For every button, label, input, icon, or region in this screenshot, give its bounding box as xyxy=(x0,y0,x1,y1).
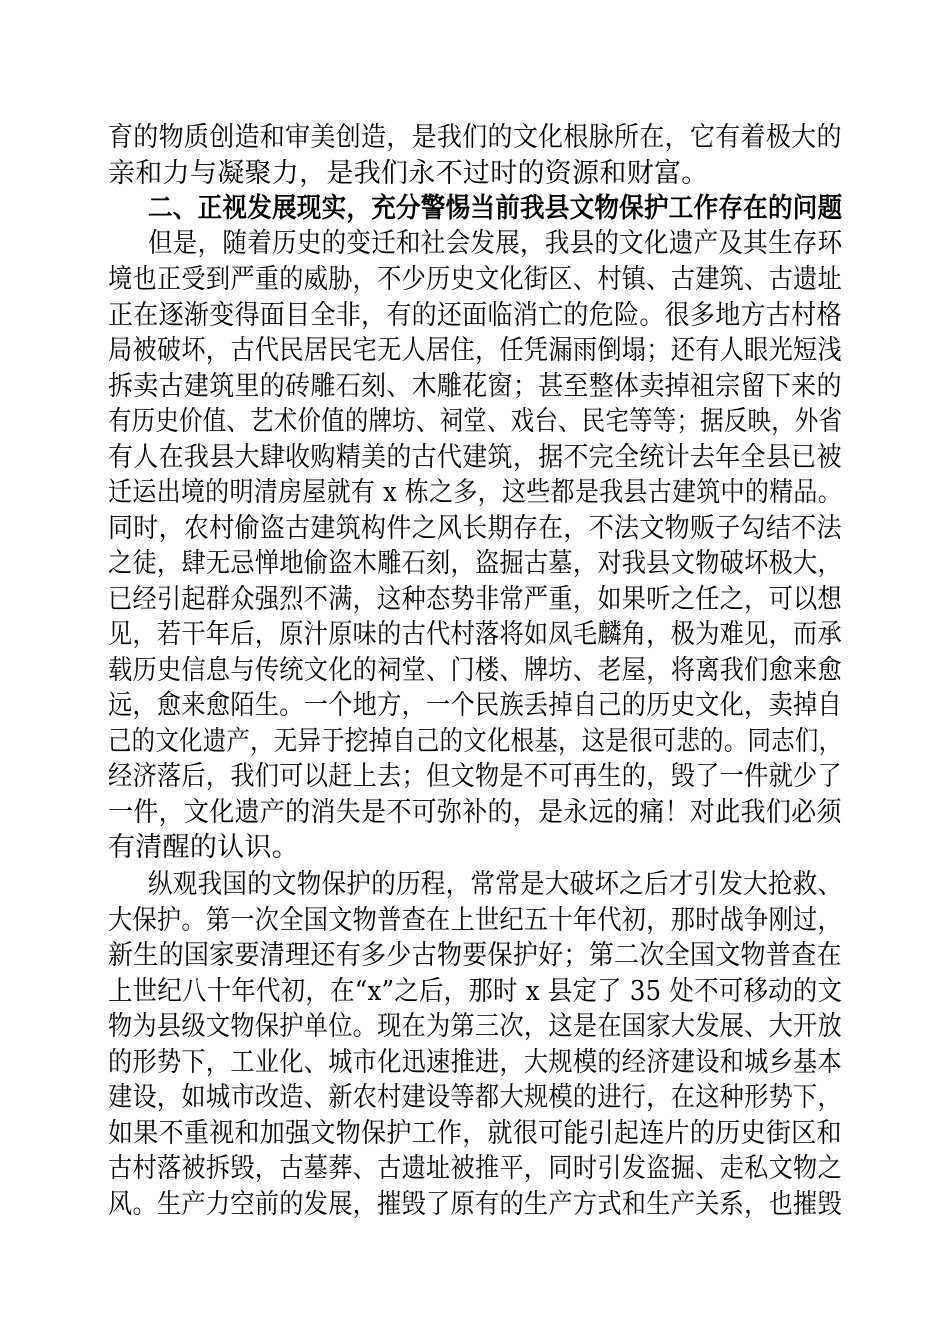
text-line: 风。生产力空前的发展，摧毁了原有的生产方式和生产关系，也摧毁 xyxy=(108,1189,842,1220)
text-line: 育的物质创造和审美创造，是我们的文化根脉所在，它有着极大的 xyxy=(108,122,842,153)
text-line: 建设，如城市改造、新农村建设等都大规模的进行，在这种形势下， xyxy=(108,1082,842,1113)
paragraph-first-line: 纵观我国的文物保护的历程，常常是大破坏之后才引发大抢救、 xyxy=(148,869,843,900)
text-line: 经济落后，我们可以赶上去；但文物是不可再生的，毁了一件就少了 xyxy=(108,761,842,792)
text-line: 的形势下，工业化、城市化迅速推进，大规模的经济建设和城乡基本 xyxy=(108,1047,842,1078)
text-line: 有历史价值、艺术价值的牌坊、祠堂、戏台、民宅等等；据反映，外省 xyxy=(108,406,843,437)
text-line: 一件，文化遗产的消失是不可弥补的，是永远的痛！对此我们必须 xyxy=(108,797,842,828)
text-line: 迁运出境的明清房屋就有 x 栋之多，这些都是我县古建筑中的精品。 xyxy=(108,477,843,508)
text-line: 大保护。第一次全国文物普查在上世纪五十年代初，那时战争刚过， xyxy=(108,905,842,936)
text-line: 局被破坏，古代民居民宅无人居住，任凭漏雨倒塌；还有人眼光短浅 xyxy=(108,335,842,366)
text-line: 同时，农村偷盗古建筑构件之风长期存在，不法文物贩子勾结不法 xyxy=(108,513,842,544)
text-line: 见，若干年后，原汁原味的古代村落将如凤毛麟角，极为难见，而承 xyxy=(108,619,842,650)
text-line: 上世纪八十年代初，在“x”之后，那时 x 县定了 35 处不可移动的文 xyxy=(108,976,843,1007)
text-line: 载历史信息与传统文化的祠堂、门楼、牌坊、老屋，将离我们愈来愈 xyxy=(108,655,842,686)
text-line: 古村落被拆毁，古墓葬、古遗址被推平，同时引发盗掘、走私文物之 xyxy=(108,1153,842,1184)
text-line: 正在逐渐变得面目全非，有的还面临消亡的危险。很多地方古村格 xyxy=(108,300,842,331)
text-line: 远，愈来愈陌生。一个地方，一个民族丢掉自己的历史文化，卖掉自 xyxy=(108,690,842,721)
text-line: 拆卖古建筑里的砖雕石刻、木雕花窗；甚至整体卖掉祖宗留下来的 xyxy=(108,371,842,402)
text-line: 已经引起群众强烈不满，这种态势非常严重，如果听之任之，可以想 xyxy=(108,584,842,615)
text-line: 己的文化遗产，无异于挖掉自己的文化根基，这是很可悲的。同志们， xyxy=(108,726,843,757)
text-line: 物为县级文物保护单位。现在为第三次，这是在国家大发展、大开放 xyxy=(108,1011,842,1042)
text-line: 新生的国家要清理还有多少古物要保护好；第二次全国文物普查在 xyxy=(108,940,842,971)
text-line: 境也正受到严重的威胁，不少历史文化街区、村镇、古建筑、古遗址 xyxy=(108,264,842,295)
text-line: 有清醒的认识。 xyxy=(108,832,300,863)
text-line: 之徒，肆无忌惮地偷盗木雕石刻，盗掘古墓，对我县文物破坏极大， xyxy=(108,548,842,579)
text-line: 如果不重视和加强文物保护工作，就很可能引起连片的历史街区和 xyxy=(108,1118,842,1149)
text-line: 有人在我县大肆收购精美的古代建筑，据不完全统计去年全县已被 xyxy=(108,442,842,473)
section-heading: 二、正视发展现实，充分警惕当前我县文物保护工作存在的问题 xyxy=(148,193,843,224)
text-line: 亲和力与凝聚力，是我们永不过时的资源和财富。 xyxy=(108,158,709,189)
paragraph-first-line: 但是，随着历史的变迁和社会发展，我县的文化遗产及其生存环 xyxy=(148,228,843,259)
